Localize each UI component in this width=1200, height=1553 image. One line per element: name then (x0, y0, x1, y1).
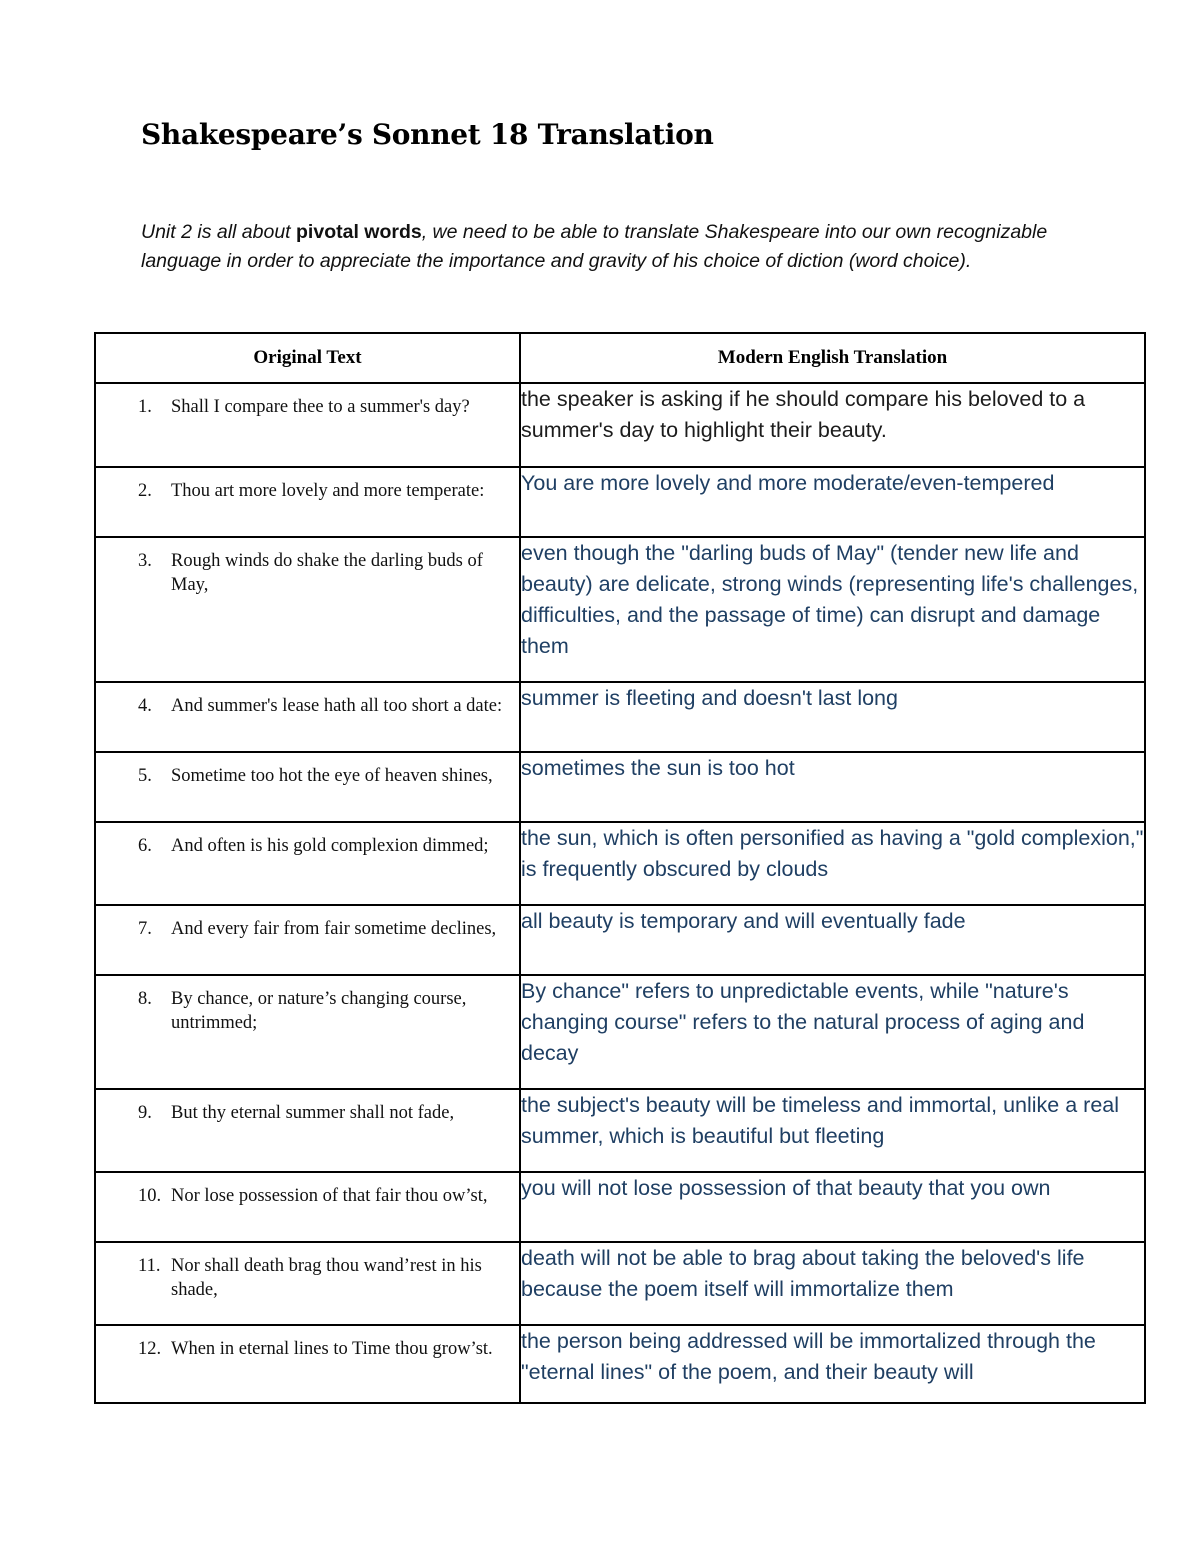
translation-cell: the sun, which is often personified as having a "gold complexion," is frequently obscured by clouds (520, 822, 1145, 905)
table-row (95, 467, 1145, 537)
translation-cell: you will not lose possession of that beauty that you own (520, 1172, 1145, 1242)
intro-bold-term: pivotal words (296, 221, 422, 243)
table-row (95, 383, 1145, 467)
original-line: And every fair from fair sometime declines, (171, 919, 497, 939)
original-line: And summer's lease hath all too short a date: (171, 696, 503, 716)
translation-cell: summer is fleeting and doesn't last long (520, 682, 1145, 752)
translation-cell: the speaker is asking if he should compare his beloved to a summer's day to highlight their beauty. (520, 383, 1145, 467)
line-number: 1. (138, 397, 152, 417)
original-line-cell (95, 467, 520, 537)
translation-cell: all beauty is temporary and will eventually fade (520, 905, 1145, 975)
original-line: Thou art more lovely and more temperate: (171, 481, 485, 501)
table-row (95, 537, 1145, 682)
original-line: By chance, or nature’s changing course, untrimmed; (171, 989, 467, 1033)
translation-table (94, 332, 1146, 1404)
original-line-cell (95, 822, 520, 905)
original-line-cell (95, 1325, 520, 1403)
line-number: 8. (138, 989, 152, 1009)
table-row (95, 975, 1145, 1089)
translation-cell: death will not be able to brag about taking the beloved's life because the poem itself will immortalize them (520, 1242, 1145, 1325)
translation-cell: sometimes the sun is too hot (520, 752, 1145, 822)
translation-cell: the person being addressed will be immortalized through the "eternal lines" of the poem, and their beauty will (520, 1325, 1145, 1403)
original-line: Nor lose possession of that fair thou ow’st, (171, 1186, 488, 1206)
table-row (95, 1089, 1145, 1172)
original-line: Rough winds do shake the darling buds of May, (171, 551, 483, 595)
original-line-cell (95, 975, 520, 1089)
line-number: 11. (138, 1256, 161, 1276)
table-row (95, 1172, 1145, 1242)
original-line: And often is his gold complexion dimmed; (171, 836, 489, 856)
document-title: Shakespeare’s Sonnet 18 Translation (141, 118, 714, 151)
table-row (95, 682, 1145, 752)
original-line-cell (95, 383, 520, 467)
original-line: But thy eternal summer shall not fade, (171, 1103, 455, 1123)
original-line-cell (95, 752, 520, 822)
header-modern-translation: Modern English Translation (520, 333, 1145, 383)
original-line: When in eternal lines to Time thou grow’st. (171, 1339, 493, 1359)
original-line-cell (95, 537, 520, 682)
line-number: 4. (138, 696, 152, 716)
translation-cell: By chance" refers to unpredictable events, while "nature's changing course" refers to the natural process of aging and decay (520, 975, 1145, 1089)
original-line-cell (95, 682, 520, 752)
intro-paragraph (141, 218, 1081, 275)
line-number: 9. (138, 1103, 152, 1123)
original-line-cell (95, 1089, 520, 1172)
original-line-cell (95, 1172, 520, 1242)
line-number: 6. (138, 836, 152, 856)
table-row (95, 1325, 1145, 1403)
original-line-cell (95, 1242, 520, 1325)
line-number: 12. (138, 1339, 162, 1359)
header-original-text: Original Text (95, 333, 520, 383)
line-number: 7. (138, 919, 152, 939)
intro-text-end: , we need to be able to translate Shakespeare into our own recognizable language in order to appreciate the importance and gravity of his choice of diction (word choice). (141, 221, 1048, 272)
intro-text-start: Unit 2 is all about (141, 221, 297, 243)
translation-cell: You are more lovely and more moderate/even-tempered (520, 467, 1145, 537)
line-number: 2. (138, 481, 152, 501)
original-line: Sometime too hot the eye of heaven shines, (171, 766, 493, 786)
original-line: Nor shall death brag thou wand’rest in his shade, (171, 1256, 482, 1300)
translation-cell: the subject's beauty will be timeless and immortal, unlike a real summer, which is beautiful but fleeting (520, 1089, 1145, 1172)
line-number: 10. (138, 1186, 162, 1206)
translation-cell: even though the "darling buds of May" (tender new life and beauty) are delicate, strong winds (representing life's challenges, difficulties, and the passage of time) can disrupt and damage them (520, 537, 1145, 682)
table-row (95, 1242, 1145, 1325)
line-number: 3. (138, 551, 152, 571)
line-number: 5. (138, 766, 152, 786)
original-line-cell (95, 905, 520, 975)
table-row (95, 752, 1145, 822)
original-line: Shall I compare thee to a summer's day? (171, 397, 470, 417)
table-row (95, 905, 1145, 975)
table-row (95, 822, 1145, 905)
table-header-row (95, 333, 1145, 383)
